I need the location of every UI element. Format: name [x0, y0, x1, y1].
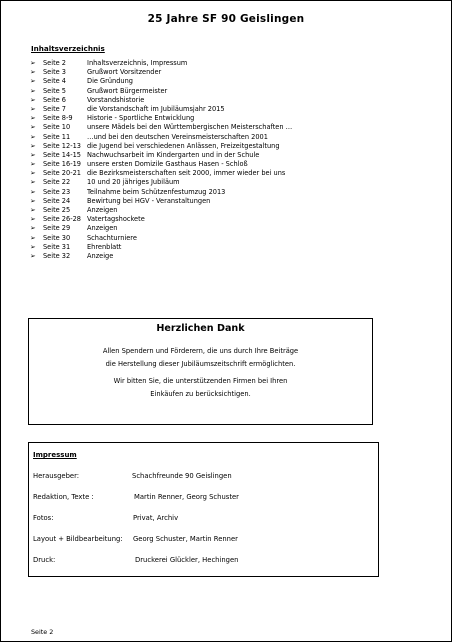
- toc-entry: Nachwuchsarbeit im Kindergarten und in der Schule: [87, 150, 260, 159]
- toc-item: [30, 133, 292, 142]
- toc-item: [30, 96, 292, 105]
- arrow-bullet-icon: ➢: [30, 242, 36, 251]
- toc-item: [30, 197, 292, 206]
- impressum-value: Privat, Archiv: [133, 514, 179, 522]
- arrow-bullet-icon: ➢: [30, 233, 36, 242]
- toc-entry: die Vorstandschaft im Jubiläumsjahr 2015: [87, 104, 225, 113]
- impressum-value: Druckerei Glückler, Hechingen: [135, 556, 239, 564]
- toc-item: [30, 123, 292, 132]
- toc-item: [30, 188, 292, 197]
- impressum-label: Redaktion, Texte :: [33, 493, 94, 501]
- toc-entry: Anzeigen: [87, 206, 118, 214]
- thanks-line-4: Einkäufen zu berücksichtigen.: [150, 389, 251, 398]
- toc-page-ref: Seite 6: [43, 95, 67, 104]
- arrow-bullet-icon: ➢: [30, 178, 36, 187]
- toc-page-ref: Seite 20-21: [43, 169, 81, 178]
- toc-item: [30, 224, 292, 233]
- toc-item: [30, 206, 292, 215]
- arrow-bullet-icon: ➢: [30, 160, 36, 169]
- impressum-label: Fotos:: [33, 514, 54, 522]
- toc-entry: Schachturniere: [87, 233, 137, 242]
- toc-entry: Vatertagshockete: [87, 215, 145, 224]
- toc-item: [30, 160, 292, 169]
- toc-item: [30, 114, 292, 123]
- toc-entry: Teilnahme beim Schützenfestumzug 2013: [87, 187, 226, 196]
- toc-entry: Ehrenblatt: [87, 242, 122, 251]
- toc-page-ref: Seite 10: [43, 123, 71, 132]
- thanks-line-2: die Herstellung dieser Jubiläumszeitschrift ermöglichten.: [105, 359, 296, 368]
- toc-page-ref: Seite 5: [43, 86, 67, 95]
- arrow-bullet-icon: ➢: [30, 95, 36, 104]
- table-of-contents: [30, 59, 292, 261]
- impressum-label: Herausgeber:: [33, 472, 80, 480]
- toc-page-ref: Seite 7: [43, 104, 67, 113]
- toc-page-ref: Seite 8-9: [43, 114, 73, 123]
- arrow-bullet-icon: ➢: [30, 132, 36, 141]
- arrow-bullet-icon: ➢: [30, 187, 36, 196]
- toc-page-ref: Seite 14-15: [43, 150, 81, 159]
- toc-entry: unsere ersten Domizile Gasthaus Hasen - Schloß: [87, 160, 248, 169]
- toc-entry: die Jugend bei verschiedenen Anlässen, Freizeitgestaltung: [87, 141, 280, 150]
- arrow-bullet-icon: ➢: [30, 86, 36, 95]
- impressum-value: Schachfreunde 90 Geislingen: [132, 472, 232, 480]
- toc-item: [30, 215, 292, 224]
- arrow-bullet-icon: ➢: [30, 224, 36, 233]
- toc-item: [30, 68, 292, 77]
- toc-heading: Inhaltsverzeichnis: [31, 44, 105, 53]
- toc-item: [30, 243, 292, 252]
- arrow-bullet-icon: ➢: [30, 123, 36, 132]
- toc-entry: Anzeigen: [87, 224, 118, 233]
- arrow-bullet-icon: ➢: [30, 251, 36, 260]
- impressum-heading: Impressum: [33, 451, 77, 459]
- toc-page-ref: Seite 23: [43, 187, 71, 196]
- toc-item: [30, 87, 292, 96]
- toc-page-ref: Seite 25: [43, 206, 71, 214]
- impressum-row-editorial: [33, 493, 239, 501]
- arrow-bullet-icon: ➢: [30, 104, 36, 113]
- toc-entry: Grußwort Vorsitzender: [87, 68, 162, 77]
- impressum-label: Layout + Bildbearbeitung:: [33, 535, 123, 543]
- toc-page-ref: Seite 26-28: [43, 215, 81, 224]
- thanks-line-1: Allen Spendern und Förderern, die uns durch Ihre Beiträge: [102, 347, 299, 355]
- toc-item: [30, 105, 292, 114]
- toc-item: [30, 178, 292, 187]
- document-title: 25 Jahre SF 90 Geislingen: [147, 13, 305, 25]
- toc-page-ref: Seite 31: [43, 242, 71, 251]
- arrow-bullet-icon: ➢: [30, 206, 36, 214]
- arrow-bullet-icon: ➢: [30, 114, 36, 123]
- toc-page-ref: Seite 4: [43, 77, 67, 86]
- toc-entry: Historie - Sportliche Entwicklung: [87, 114, 195, 123]
- thanks-line-3: Wir bitten Sie, die unterstützenden Firmen bei Ihren: [113, 377, 288, 386]
- arrow-bullet-icon: ➢: [30, 169, 36, 178]
- thanks-title: Herzlichen Dank: [156, 323, 245, 334]
- toc-entry: unsere Mädels bei den Württembergischen Meisterschaften …: [87, 123, 293, 132]
- toc-entry: Vorstandshistorie: [87, 95, 145, 104]
- toc-page-ref: Seite 12-13: [43, 141, 81, 150]
- toc-page-ref: Seite 30: [43, 233, 71, 242]
- toc-entry: Anzeige: [87, 251, 114, 260]
- impressum-row-photos: [33, 514, 179, 522]
- toc-item: [30, 169, 292, 178]
- toc-page-ref: Seite 29: [43, 224, 71, 233]
- thanks-box: [28, 318, 373, 425]
- impressum-row-publisher: [33, 472, 232, 480]
- toc-item: [30, 151, 292, 160]
- arrow-bullet-icon: ➢: [30, 141, 36, 150]
- impressum-row-print: [33, 556, 239, 564]
- toc-page-ref: Seite 3: [43, 68, 67, 77]
- page-number: Seite 2: [31, 628, 54, 636]
- toc-page-ref: Seite 32: [43, 251, 71, 260]
- arrow-bullet-icon: ➢: [30, 59, 36, 67]
- impressum-row-layout: [33, 535, 238, 543]
- arrow-bullet-icon: ➢: [30, 150, 36, 159]
- toc-entry: …und bei den deutschen Vereinsmeisterschaften 2001: [87, 132, 268, 141]
- toc-page-ref: Seite 11: [43, 132, 71, 141]
- toc-entry: die Bezirksmeisterschaften seit 2000, immer wieder bei uns: [87, 169, 286, 178]
- arrow-bullet-icon: ➢: [30, 77, 36, 86]
- toc-entry: Grußwort Bürgermeister: [87, 86, 168, 95]
- toc-item: [30, 234, 292, 243]
- toc-page-ref: Seite 2: [43, 59, 67, 67]
- thanks-text-line: [29, 345, 372, 370]
- toc-entry: 10 und 20 jähriges Jubiläum: [87, 178, 180, 187]
- impressum-value: Georg Schuster, Martin Renner: [133, 535, 238, 543]
- toc-page-ref: Seite 24: [43, 196, 71, 205]
- thanks-text-line: [29, 375, 372, 400]
- arrow-bullet-icon: ➢: [30, 196, 36, 205]
- impressum-value: Martin Renner, Georg Schuster: [134, 493, 239, 501]
- impressum-label: Druck:: [33, 556, 56, 564]
- toc-page-ref: Seite 22: [43, 178, 71, 187]
- toc-item: [30, 142, 292, 151]
- toc-page-ref: Seite 16-19: [43, 160, 81, 169]
- arrow-bullet-icon: ➢: [30, 68, 36, 77]
- toc-item: [30, 252, 292, 261]
- toc-entry: Bewirtung bei HGV - Veranstaltungen: [87, 196, 211, 205]
- toc-entry: Die Gründung: [87, 77, 133, 86]
- toc-entry: Inhaltsverzeichnis, Impressum: [87, 59, 188, 67]
- toc-item: [30, 59, 292, 68]
- impressum-box: [28, 442, 379, 577]
- toc-item: [30, 77, 292, 86]
- arrow-bullet-icon: ➢: [30, 215, 36, 224]
